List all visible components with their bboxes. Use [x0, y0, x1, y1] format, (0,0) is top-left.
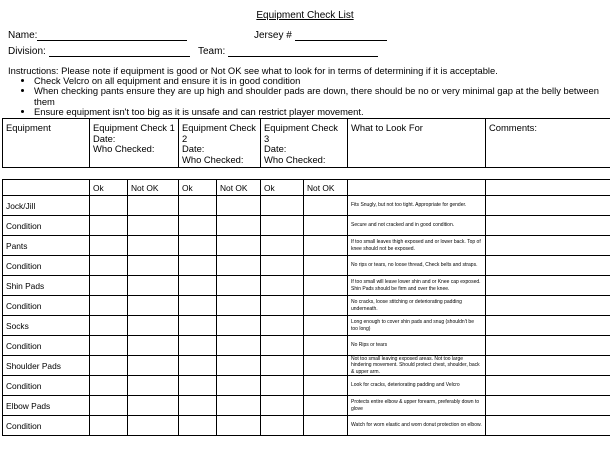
division-line[interactable]	[49, 47, 190, 57]
check1-ok-box[interactable]	[90, 376, 128, 396]
comments-cell[interactable]	[486, 396, 610, 416]
division-label: Division:	[8, 46, 46, 57]
check2-ok-box[interactable]	[179, 396, 217, 416]
look-for-text: No rips or tears, no loose thread, Check belts and straps.	[348, 256, 486, 276]
check1-ok-box[interactable]	[90, 416, 128, 436]
check3-ok-box[interactable]	[261, 396, 304, 416]
check2-ok-box[interactable]	[179, 256, 217, 276]
equipment-label: Shoulder Pads	[3, 356, 90, 376]
check2-notok-box[interactable]	[217, 296, 261, 316]
check3-notok-box[interactable]	[304, 276, 348, 296]
comments-cell[interactable]	[486, 256, 610, 276]
check3-ok-box[interactable]	[261, 376, 304, 396]
equipment-label: Shin Pads	[3, 276, 90, 296]
check1-notok-box[interactable]	[128, 376, 179, 396]
equipment-header: Equipment	[3, 119, 90, 168]
check1-ok-box[interactable]	[90, 216, 128, 236]
check2-ok-box[interactable]	[179, 196, 217, 216]
check2-ok-box[interactable]	[179, 216, 217, 236]
name-label: Name:	[8, 30, 38, 41]
check2-notok-box[interactable]	[217, 396, 261, 416]
check3-ok-box[interactable]	[261, 196, 304, 216]
look-for-text: If too small will leave lower shin and or Knee cap exposed. Shin Pads should be firm and over the knee.	[348, 276, 486, 296]
check3-ok-box[interactable]	[261, 216, 304, 236]
table-row	[3, 336, 610, 356]
check1-notok-box[interactable]	[128, 196, 179, 216]
ok-header: Ok	[90, 180, 128, 196]
check1-ok-box[interactable]	[90, 356, 128, 376]
check1-notok-box[interactable]	[128, 236, 179, 256]
comments-cell[interactable]	[486, 196, 610, 216]
subheader-row	[3, 180, 610, 196]
check3-header: Equipment Check 3 Date: Who Checked:	[261, 119, 348, 168]
comments-cell[interactable]	[486, 236, 610, 256]
look-for-text: Not too small leaving exposed areas. Not too large hindering movement. Should protect chest, shoulder, back & upper arm.	[348, 356, 486, 376]
team-label: Team:	[198, 46, 226, 57]
equipment-label: Pants	[3, 236, 90, 256]
division-field[interactable]	[8, 46, 190, 57]
check2-ok-box[interactable]	[179, 316, 217, 336]
check1-header: Equipment Check 1 Date: Who Checked:	[90, 119, 179, 168]
check1-notok-box[interactable]	[128, 356, 179, 376]
jersey-line[interactable]	[295, 31, 387, 41]
check1-notok-box[interactable]	[128, 416, 179, 436]
notok-header: Not OK	[304, 180, 348, 196]
look-header: What to Look For	[348, 119, 486, 168]
look-for-text: Watch for worn elastic and worn donut protection on elbow.	[348, 416, 486, 436]
comments-cell[interactable]	[486, 336, 610, 356]
check2-ok-box[interactable]	[179, 296, 217, 316]
comments-cell[interactable]	[486, 276, 610, 296]
check3-notok-box[interactable]	[304, 236, 348, 256]
checklist-table	[2, 179, 610, 436]
check3-notok-box[interactable]	[304, 336, 348, 356]
check1-ok-box[interactable]	[90, 316, 128, 336]
blank-cell	[3, 180, 90, 196]
check2-notok-box[interactable]	[217, 336, 261, 356]
check3-notok-box[interactable]	[304, 356, 348, 376]
check2-ok-box[interactable]	[179, 236, 217, 256]
check3-ok-box[interactable]	[261, 356, 304, 376]
look-for-text: No Rips or tears	[348, 336, 486, 356]
check1-ok-box[interactable]	[90, 236, 128, 256]
instruction-bullet: • Ensure equipment isn't too big as it is unsafe and can restrict player movement.	[34, 107, 608, 117]
check3-notok-box[interactable]	[304, 396, 348, 416]
look-for-text: Secure and not cracked and in good condition.	[348, 216, 486, 236]
comments-cell[interactable]	[486, 356, 610, 376]
check3-ok-box[interactable]	[261, 336, 304, 356]
table-row	[3, 396, 610, 416]
check1-ok-box[interactable]	[90, 396, 128, 416]
check3-notok-box[interactable]	[304, 376, 348, 396]
check3-notok-box[interactable]	[304, 196, 348, 216]
check1-notok-box[interactable]	[128, 316, 179, 336]
instruction-bullet: • When checking pants ensure they are up high and shoulder pads are down, there should be no or very minimal gap at the belly between them	[34, 86, 608, 106]
comments-cell[interactable]	[486, 376, 610, 396]
table-row	[3, 196, 610, 216]
table-row	[3, 416, 610, 436]
team-field[interactable]	[198, 46, 378, 57]
equipment-label: Jock/Jill	[3, 196, 90, 216]
ok-header: Ok	[179, 180, 217, 196]
table-row	[3, 316, 610, 336]
check1-notok-box[interactable]	[128, 336, 179, 356]
equipment-label: Condition	[3, 336, 90, 356]
check2-notok-box[interactable]	[217, 416, 261, 436]
check2-notok-box[interactable]	[217, 196, 261, 216]
check1-notok-box[interactable]	[128, 296, 179, 316]
table-row	[3, 276, 610, 296]
instructions	[8, 66, 608, 117]
check2-ok-box[interactable]	[179, 376, 217, 396]
look-for-text: Fits Snugly, but not too tight. Appropriate for gender.	[348, 196, 486, 216]
table-row	[3, 236, 610, 256]
name-field[interactable]	[8, 30, 187, 41]
ok-header: Ok	[261, 180, 304, 196]
equipment-label: Condition	[3, 216, 90, 236]
look-for-text: If too small leaves thigh exposed and or lower back. Top of knee should not be exposed.	[348, 236, 486, 256]
check2-notok-box[interactable]	[217, 256, 261, 276]
check3-ok-box[interactable]	[261, 276, 304, 296]
equipment-label: Socks	[3, 316, 90, 336]
check2-notok-box[interactable]	[217, 356, 261, 376]
check2-header: Equipment Check 2 Date: Who Checked:	[179, 119, 261, 168]
check3-notok-box[interactable]	[304, 216, 348, 236]
look-for-text: Protects entire elbow & upper forearm, preferably down to glove	[348, 396, 486, 416]
jersey-label: Jersey #	[254, 30, 292, 41]
check3-ok-box[interactable]	[261, 416, 304, 436]
comments-cell[interactable]	[486, 216, 610, 236]
notok-header: Not OK	[217, 180, 261, 196]
look-for-text: Long enough to cover shin pads and snug (shouldn't be too long)	[348, 316, 486, 336]
blank-cell	[486, 180, 610, 196]
table-row	[3, 356, 610, 376]
equipment-label: Condition	[3, 416, 90, 436]
check2-notok-box[interactable]	[217, 376, 261, 396]
check3-notok-box[interactable]	[304, 256, 348, 276]
look-for-text: Look for cracks, deteriorating padding and Velcro	[348, 376, 486, 396]
check3-notok-box[interactable]	[304, 416, 348, 436]
check2-notok-box[interactable]	[217, 236, 261, 256]
table-row	[3, 256, 610, 276]
page-title: Equipment Check List	[256, 10, 354, 21]
table-row	[3, 376, 610, 396]
check1-ok-box[interactable]	[90, 256, 128, 276]
instructions-list	[8, 76, 608, 117]
check1-ok-box[interactable]	[90, 196, 128, 216]
instructions-intro: Instructions: Please note if equipment is good or Not OK see what to look for in terms of determining if it is acceptable.	[8, 65, 498, 76]
check2-ok-box[interactable]	[179, 336, 217, 356]
check3-notok-box[interactable]	[304, 296, 348, 316]
comments-header: Comments:	[486, 119, 610, 168]
check1-ok-box[interactable]	[90, 276, 128, 296]
equipment-label: Elbow Pads	[3, 396, 90, 416]
comments-cell[interactable]	[486, 316, 610, 336]
check2-ok-box[interactable]	[179, 276, 217, 296]
check3-ok-box[interactable]	[261, 296, 304, 316]
check3-ok-box[interactable]	[261, 256, 304, 276]
instruction-bullet: • Check Velcro on all equipment and ensure it is in good condition	[34, 76, 608, 86]
check2-ok-box[interactable]	[179, 356, 217, 376]
check2-notok-box[interactable]	[217, 216, 261, 236]
blank-cell	[348, 180, 486, 196]
comments-cell[interactable]	[486, 296, 610, 316]
check3-ok-box[interactable]	[261, 236, 304, 256]
check1-notok-box[interactable]	[128, 216, 179, 236]
team-line[interactable]	[228, 47, 378, 57]
check2-notok-box[interactable]	[217, 276, 261, 296]
equipment-label: Condition	[3, 296, 90, 316]
equipment-label: Condition	[3, 256, 90, 276]
check1-ok-box[interactable]	[90, 336, 128, 356]
equipment-label: Condition	[3, 376, 90, 396]
check1-ok-box[interactable]	[90, 296, 128, 316]
check1-notok-box[interactable]	[128, 276, 179, 296]
header-table	[2, 118, 610, 168]
name-line[interactable]	[37, 31, 187, 41]
comments-cell[interactable]	[486, 416, 610, 436]
look-for-text: No cracks, loose stitching or deteriorating padding underneath.	[348, 296, 486, 316]
check1-notok-box[interactable]	[128, 396, 179, 416]
check3-notok-box[interactable]	[304, 316, 348, 336]
notok-header: Not OK	[128, 180, 179, 196]
table-row	[3, 296, 610, 316]
check2-notok-box[interactable]	[217, 316, 261, 336]
check3-ok-box[interactable]	[261, 316, 304, 336]
table-row	[3, 216, 610, 236]
jersey-field[interactable]	[254, 30, 387, 41]
check2-ok-box[interactable]	[179, 416, 217, 436]
check1-notok-box[interactable]	[128, 256, 179, 276]
